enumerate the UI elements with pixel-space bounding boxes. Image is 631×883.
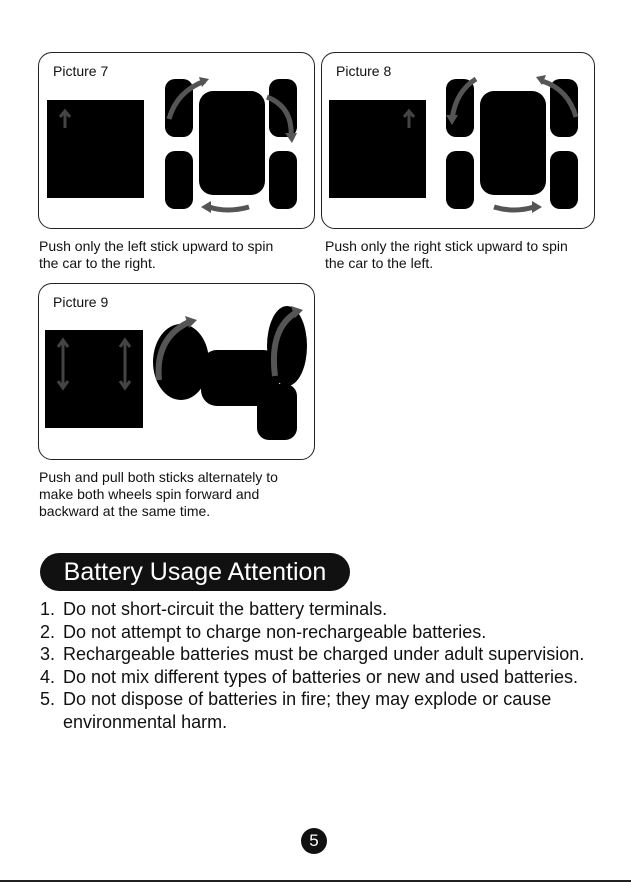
picture-7-panel [38,52,315,229]
picture-7-remote [47,100,144,198]
battery-rules-list [40,598,610,733]
picture-8-title: Picture 8 [336,63,392,79]
up-arrow-icon [329,100,426,198]
picture-9-car-flip [149,298,309,448]
picture-8-caption: Push only the right stick upward to spin the car to the left. [325,238,568,271]
list-item [40,598,610,621]
picture-7-car-spin-right [157,71,307,221]
page-number: 5 [301,828,327,854]
item-text: Do not short-circuit the battery terminals. [63,599,388,619]
item-number: 3. [40,644,56,664]
up-arrow-icon [47,100,144,198]
picture-7-caption: Push only the left stick upward to spin the car to the right. [39,238,274,271]
picture-9-panel [38,283,315,460]
picture-9-remote [45,330,143,428]
picture-7-title: Picture 7 [53,63,109,79]
list-item [40,666,610,689]
up-down-arrows-icon [45,330,143,428]
item-number: 2. [40,621,56,642]
item-number: 1. [40,599,56,619]
picture-8-panel [321,52,595,229]
item-text: Do not attempt to charge non-rechargeable batteries. [63,621,487,642]
bottom-divider [0,880,631,882]
item-text: Do not dispose of batteries in fire; they may explode or cause environmental harm. [63,689,552,732]
list-item [40,621,610,644]
item-number: 4. [40,666,56,687]
picture-9-caption: Push and pull both sticks alternately to make both wheels spin forward and backward at the same time. [39,469,278,519]
picture-8-remote [329,100,426,198]
item-text: Do not mix different types of batteries or new and used batteries. [63,666,578,687]
picture-8-car-spin-left [438,71,588,221]
item-text: Rechargeable batteries must be charged under adult supervision. [63,644,585,664]
item-number: 5. [40,689,56,709]
list-item [40,688,610,733]
battery-heading: Battery Usage Attention [40,553,350,591]
list-item [40,643,610,666]
picture-9-title: Picture 9 [53,294,109,310]
